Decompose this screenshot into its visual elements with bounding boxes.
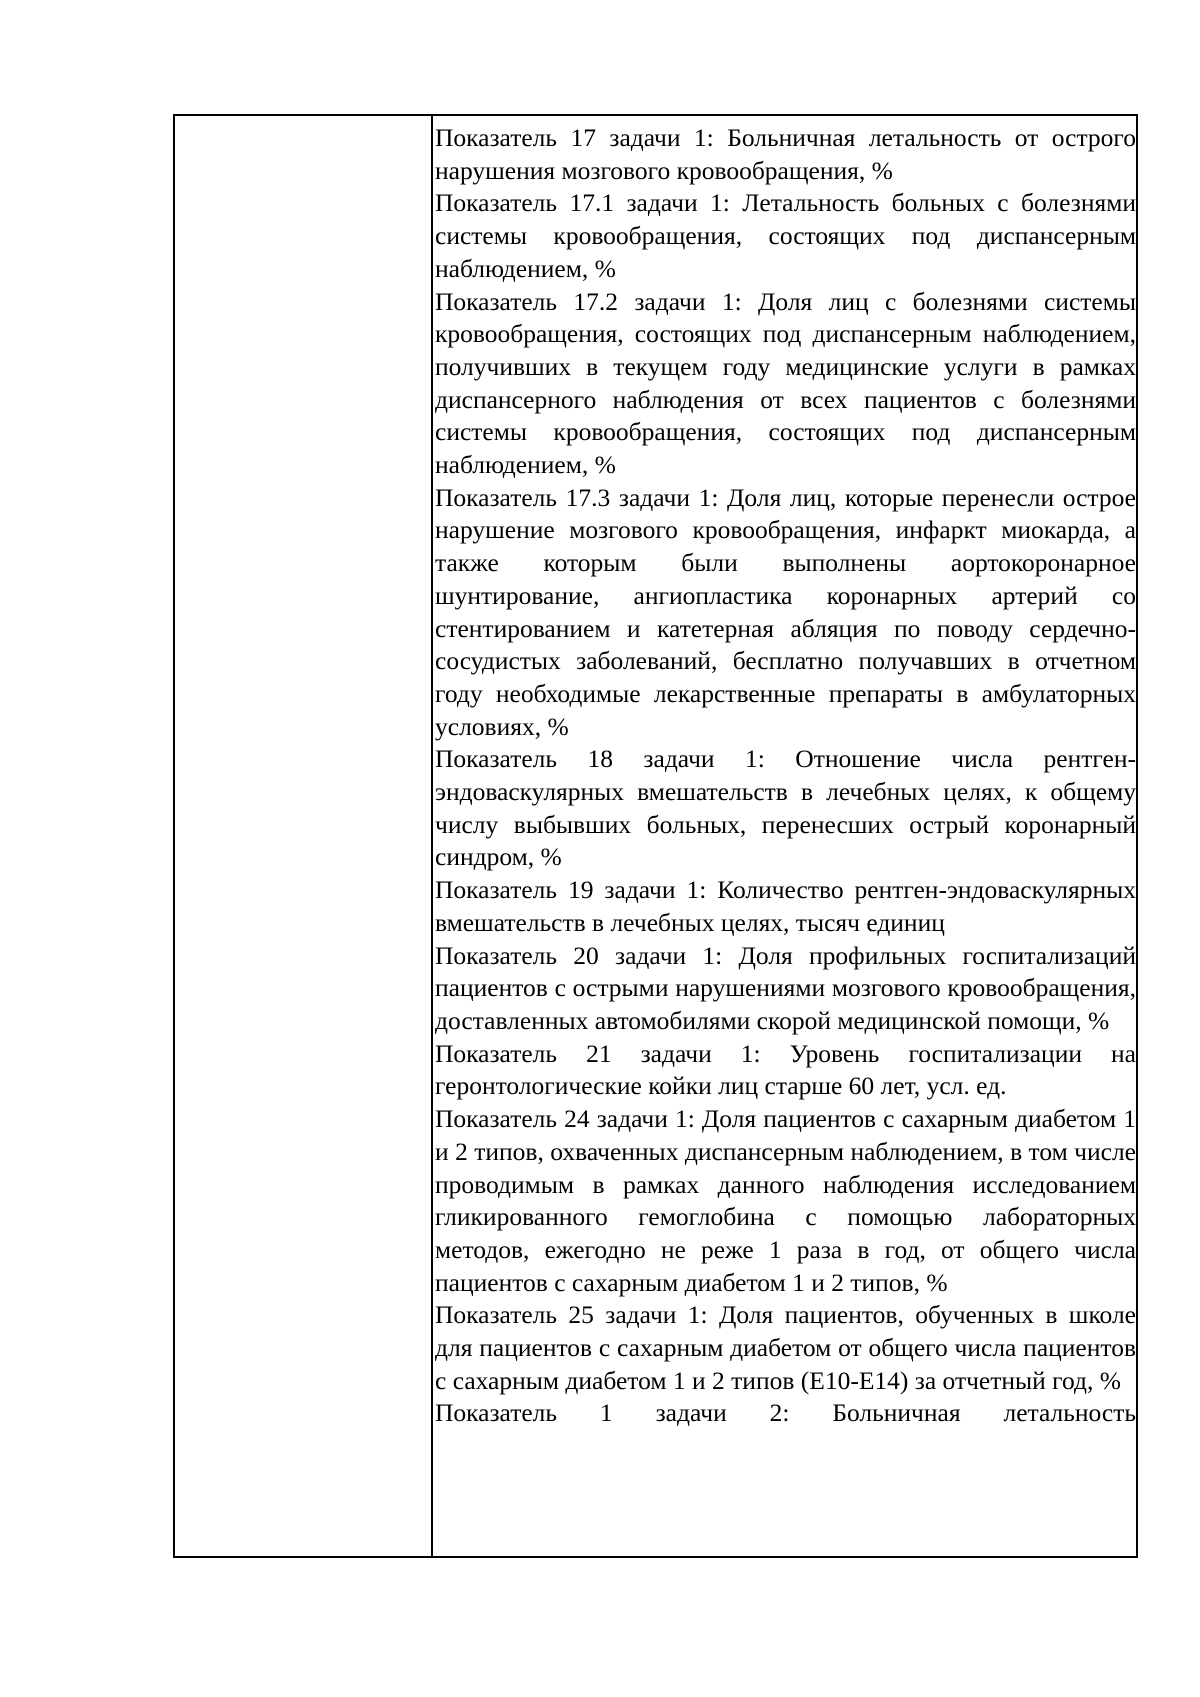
indicator-17-1: Показатель 17.1 задачи 1: Летальность больных с болезнями системы кровообращения, состоящих под диспансерным наблюдением, % [435, 188, 1136, 283]
indicator-17-2: Показатель 17.2 задачи 1: Доля лиц с болезнями системы кровообращения, состоящих под диспансерным наблюдением, получивших в текущем году медицинские услуги в рамках диспансерного наблюдения от всех пациентов с болезнями системы кровообращения, состоящих под диспансерным наблюдением, % [435, 286, 1136, 480]
indicator-20: Показатель 20 задачи 1: Доля профильных госпитализаций пациентов с острыми нарушениями мозгового кровообращения, доставленных автомобилями скорой медицинской помощи, % [435, 940, 1136, 1035]
table-left-cell [175, 116, 433, 1556]
indicator-17: Показатель 17 задачи 1: Больничная летальность от острого нарушения мозгового кровообращения, % [435, 123, 1136, 185]
indicators-table [173, 114, 1138, 1558]
indicator-17-3: Показатель 17.3 задачи 1: Доля лиц, которые перенесли острое нарушение мозгового кровообращения, инфаркт миокарда, а также которым были выполнены аортокоронарное шунтирование, ангиопластика коронарных артерий со стентированием и катетерная абляция по поводу сердечно-сосудистых заболеваний, бесплатно получавших в отчетном году необходимые лекарственные препараты в амбулаторных условиях, % [435, 482, 1136, 741]
indicator-25: Показатель 25 задачи 1: Доля пациентов, обученных в школе для пациентов с сахарным диабетом от общего числа пациентов с сахарным диабетом 1 и 2 типов (Е10-Е14) за отчетный год, % [435, 1300, 1136, 1395]
table-right-cell [433, 116, 1136, 1556]
indicator-19: Показатель 19 задачи 1: Количество рентген-эндоваскулярных вмешательств в лечебных целях, тысяч единиц [435, 875, 1136, 937]
indicator-task2-1: Показатель 1 задачи 2: Больничная летальность [435, 1398, 1136, 1428]
indicator-24: Показатель 24 задачи 1: Доля пациентов с сахарным диабетом 1 и 2 типов, охваченных диспансерным наблюдением, в том числе проводимым в рамках данного наблюдения исследованием гликированного гемоглобина с помощью лабораторных методов, ежегодно не реже 1 раза в год, от общего числа пациентов с сахарным диабетом 1 и 2 типов, % [435, 1104, 1136, 1297]
indicator-21: Показатель 21 задачи 1: Уровень госпитализации на геронтологические койки лиц старше 60 лет, усл. ед. [435, 1038, 1136, 1101]
indicator-18: Показатель 18 задачи 1: Отношение числа рентген-эндоваскулярных вмешательств в лечебных целях, к общему числу выбывших больных, перенесших острый коронарный синдром, % [435, 744, 1136, 872]
